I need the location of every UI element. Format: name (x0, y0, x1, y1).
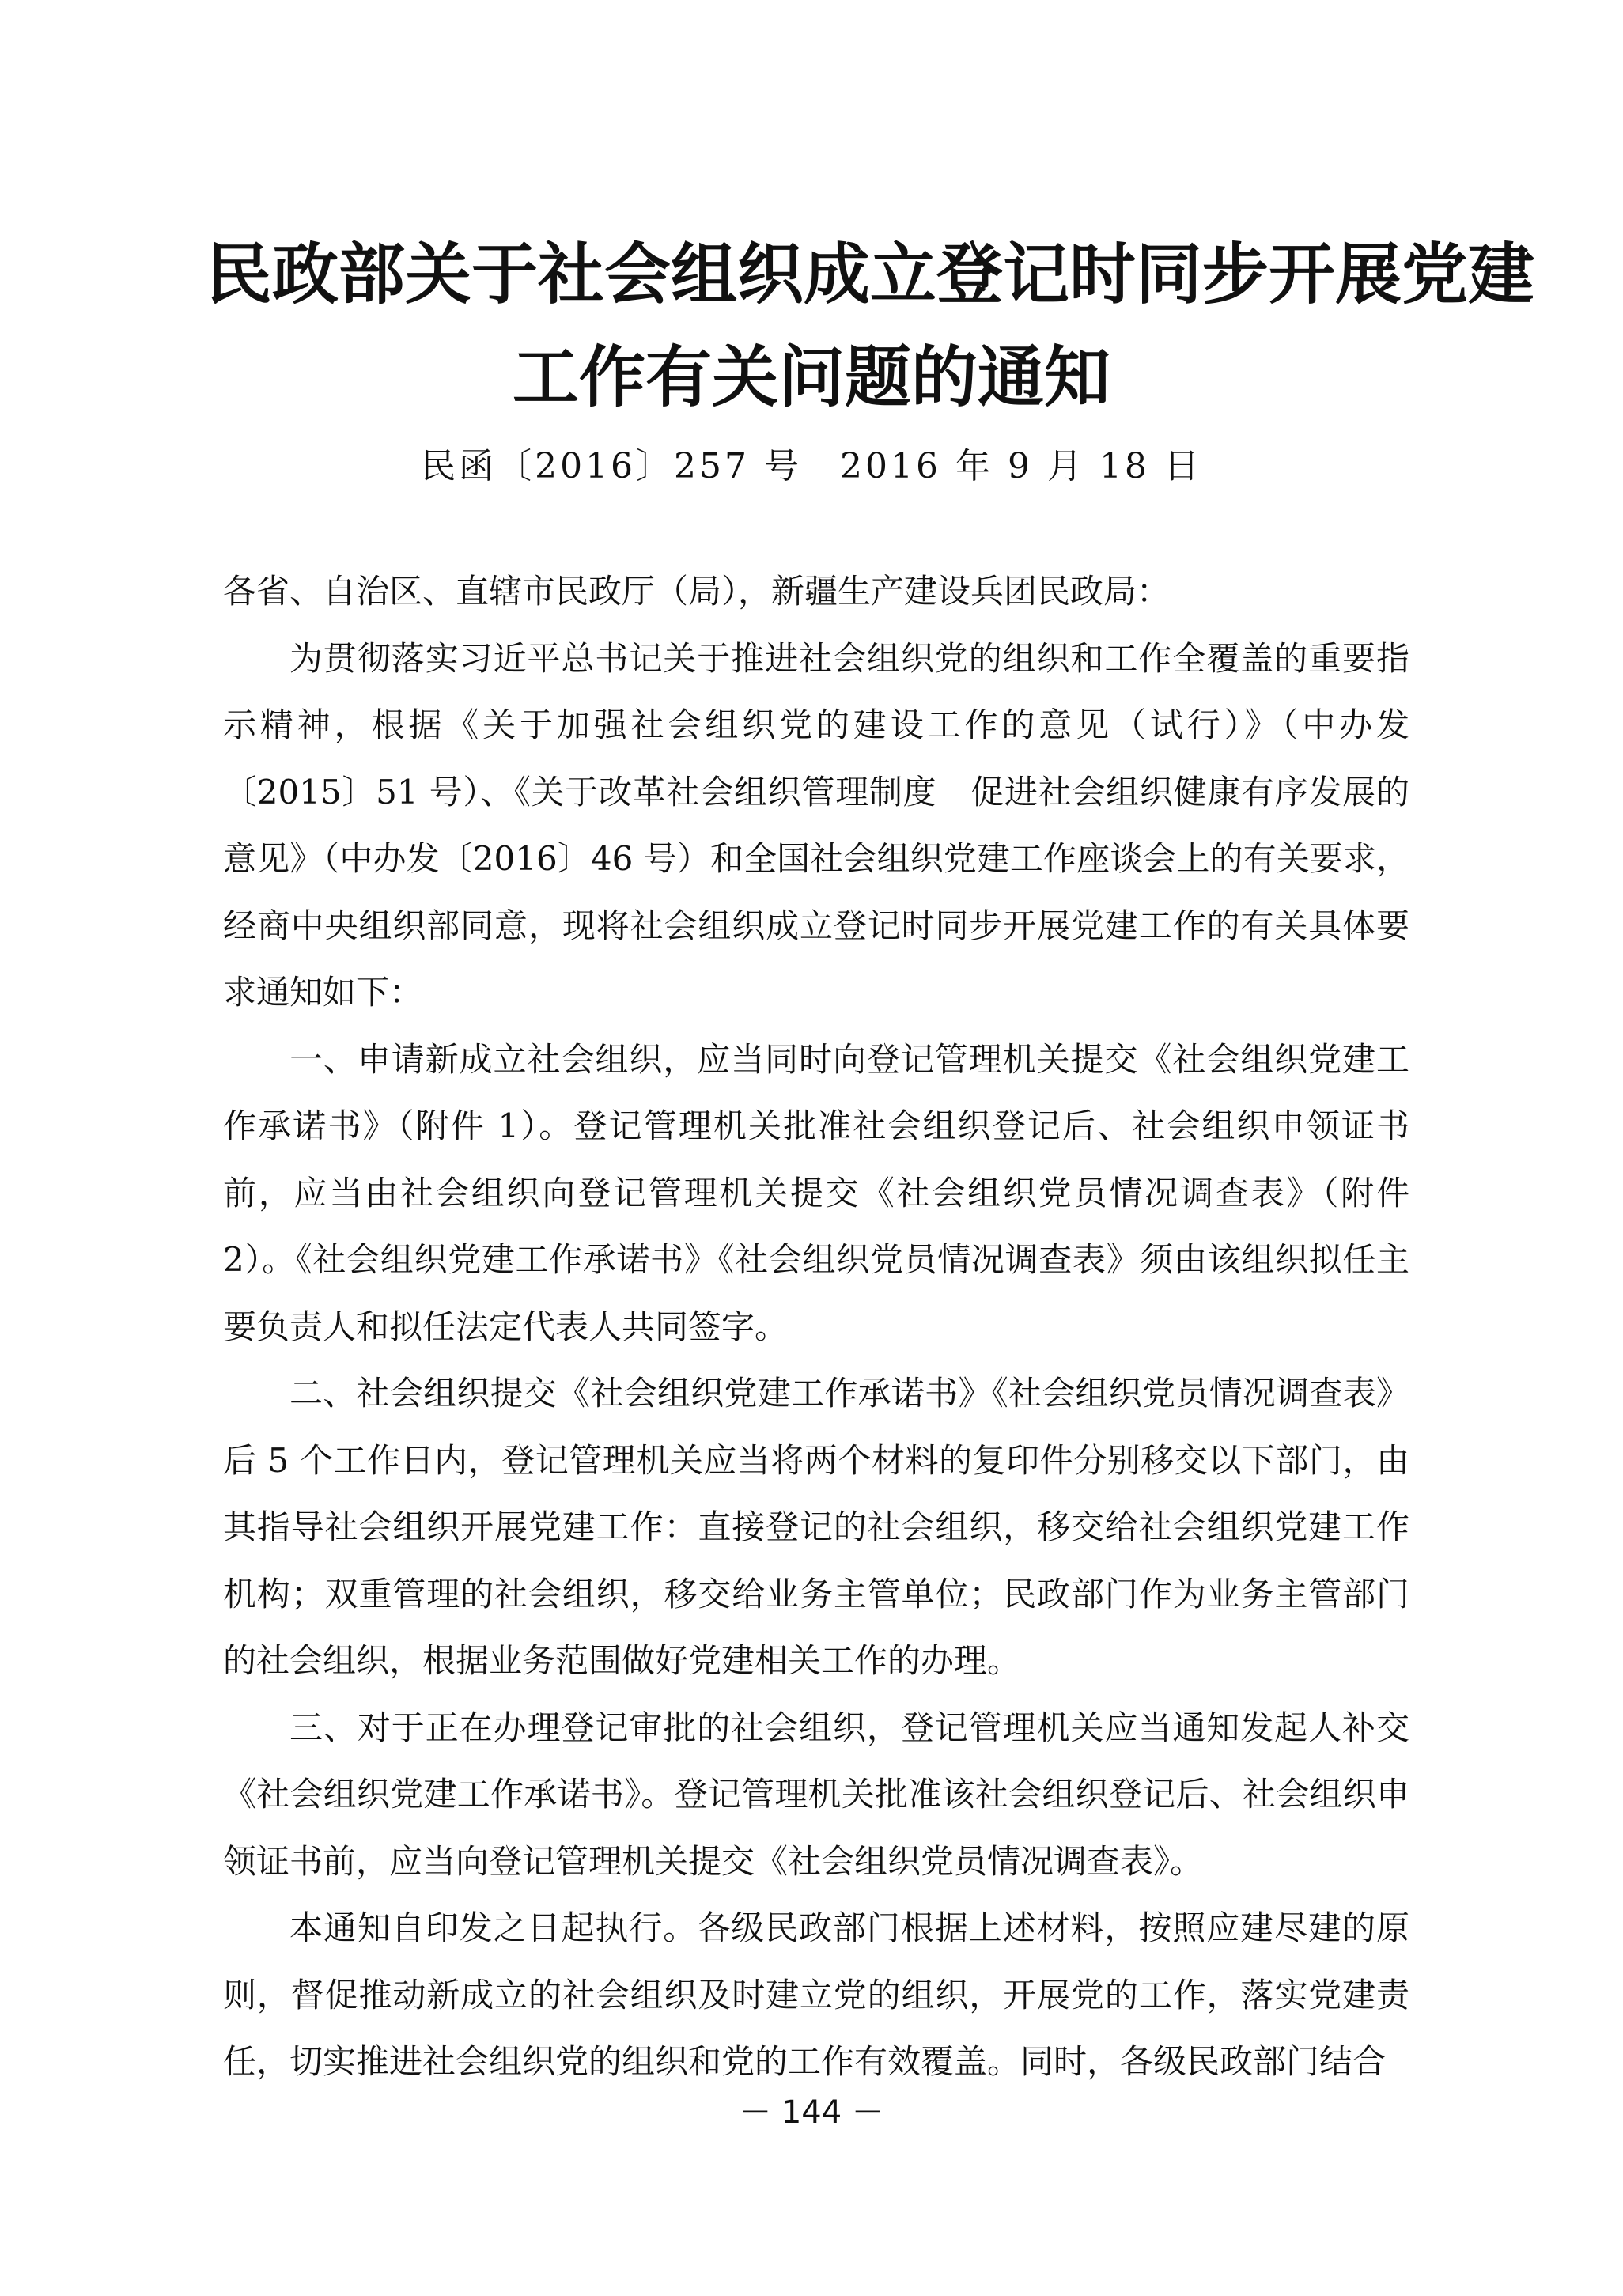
title-line-1: 民政部关于社会组织成立登记时同步开展党建 (206, 236, 1535, 313)
paragraph-item-3: 三、对于正在办理登记审批的社会组织，登记管理机关应当通知发起人补交《社会组织党建工作承诺书》。登记管理机关批准该社会组织登记后、社会组织申领证书前，应当向登记管理机关提交《社会组织党员情况调查表》。 (223, 1708, 1409, 1881)
paragraph-closing: 本通知自印发之日起执行。各级民政部门根据上述材料，按照应建尽建的原则，督促推动新成立的社会组织及时建立党的组织，开展党的工作，落实党建责任，切实推进社会组织党的组织和党的工作有效覆盖。同时，各级民政部门结合 (223, 1908, 1409, 2081)
salutation: 各省、自治区、直辖市民政厅（局），新疆生产建设兵团民政局： (223, 572, 1171, 611)
paragraph-item-2: 二、社会组织提交《社会组织党建工作承诺书》《社会组织党员情况调查表》后 5 个工作日内，登记管理机关应当将两个材料的复印件分别移交以下部门，由其指导社会组织开展党建工作：直接登记的社会组织，移交给社会组织党建工作机构；双重管理的社会组织，移交给业务主管单位；民政部门作为业务主管部门的社会组织，根据业务范围做好党建相关工作的办理。 (223, 1374, 1409, 1680)
paragraph-item-1: 一、申请新成立社会组织，应当同时向登记管理机关提交《社会组织党建工作承诺书》（附件 1）。登记管理机关批准社会组织登记后、社会组织申领证书前，应当由社会组织向登记管理机关提交《社会组织党员情况调查表》（附件 2）。《社会组织党建工作承诺书》《社会组织党员情况调查表》须由该组织拟任主要负责人和拟任法定代表人共同签字。 (223, 1039, 1409, 1346)
document-number-and-date: 民函〔2016〕257 号 2016 年 9 月 18 日 (421, 446, 1202, 486)
paragraph-intro: 为贯彻落实习近平总书记关于推进社会组织党的组织和工作全覆盖的重要指示精神，根据《关于加强社会组织党的建设工作的意见（试行）》（中办发〔2015〕51 号）、《关于改革社会组织管理制度 促进社会组织健康有序发展的意见》（中办发〔2016〕46 号）和全国社会组织党建工作座谈会上的有关要求，经商中央组织部同意，现将社会组织成立登记时同步开展党建工作的有关具体要求通知如下： (223, 638, 1409, 1012)
title-line-2: 工作有关问题的通知 (512, 339, 1110, 416)
page-number: － 144 － (740, 2094, 883, 2131)
document-body (223, 558, 1409, 2096)
